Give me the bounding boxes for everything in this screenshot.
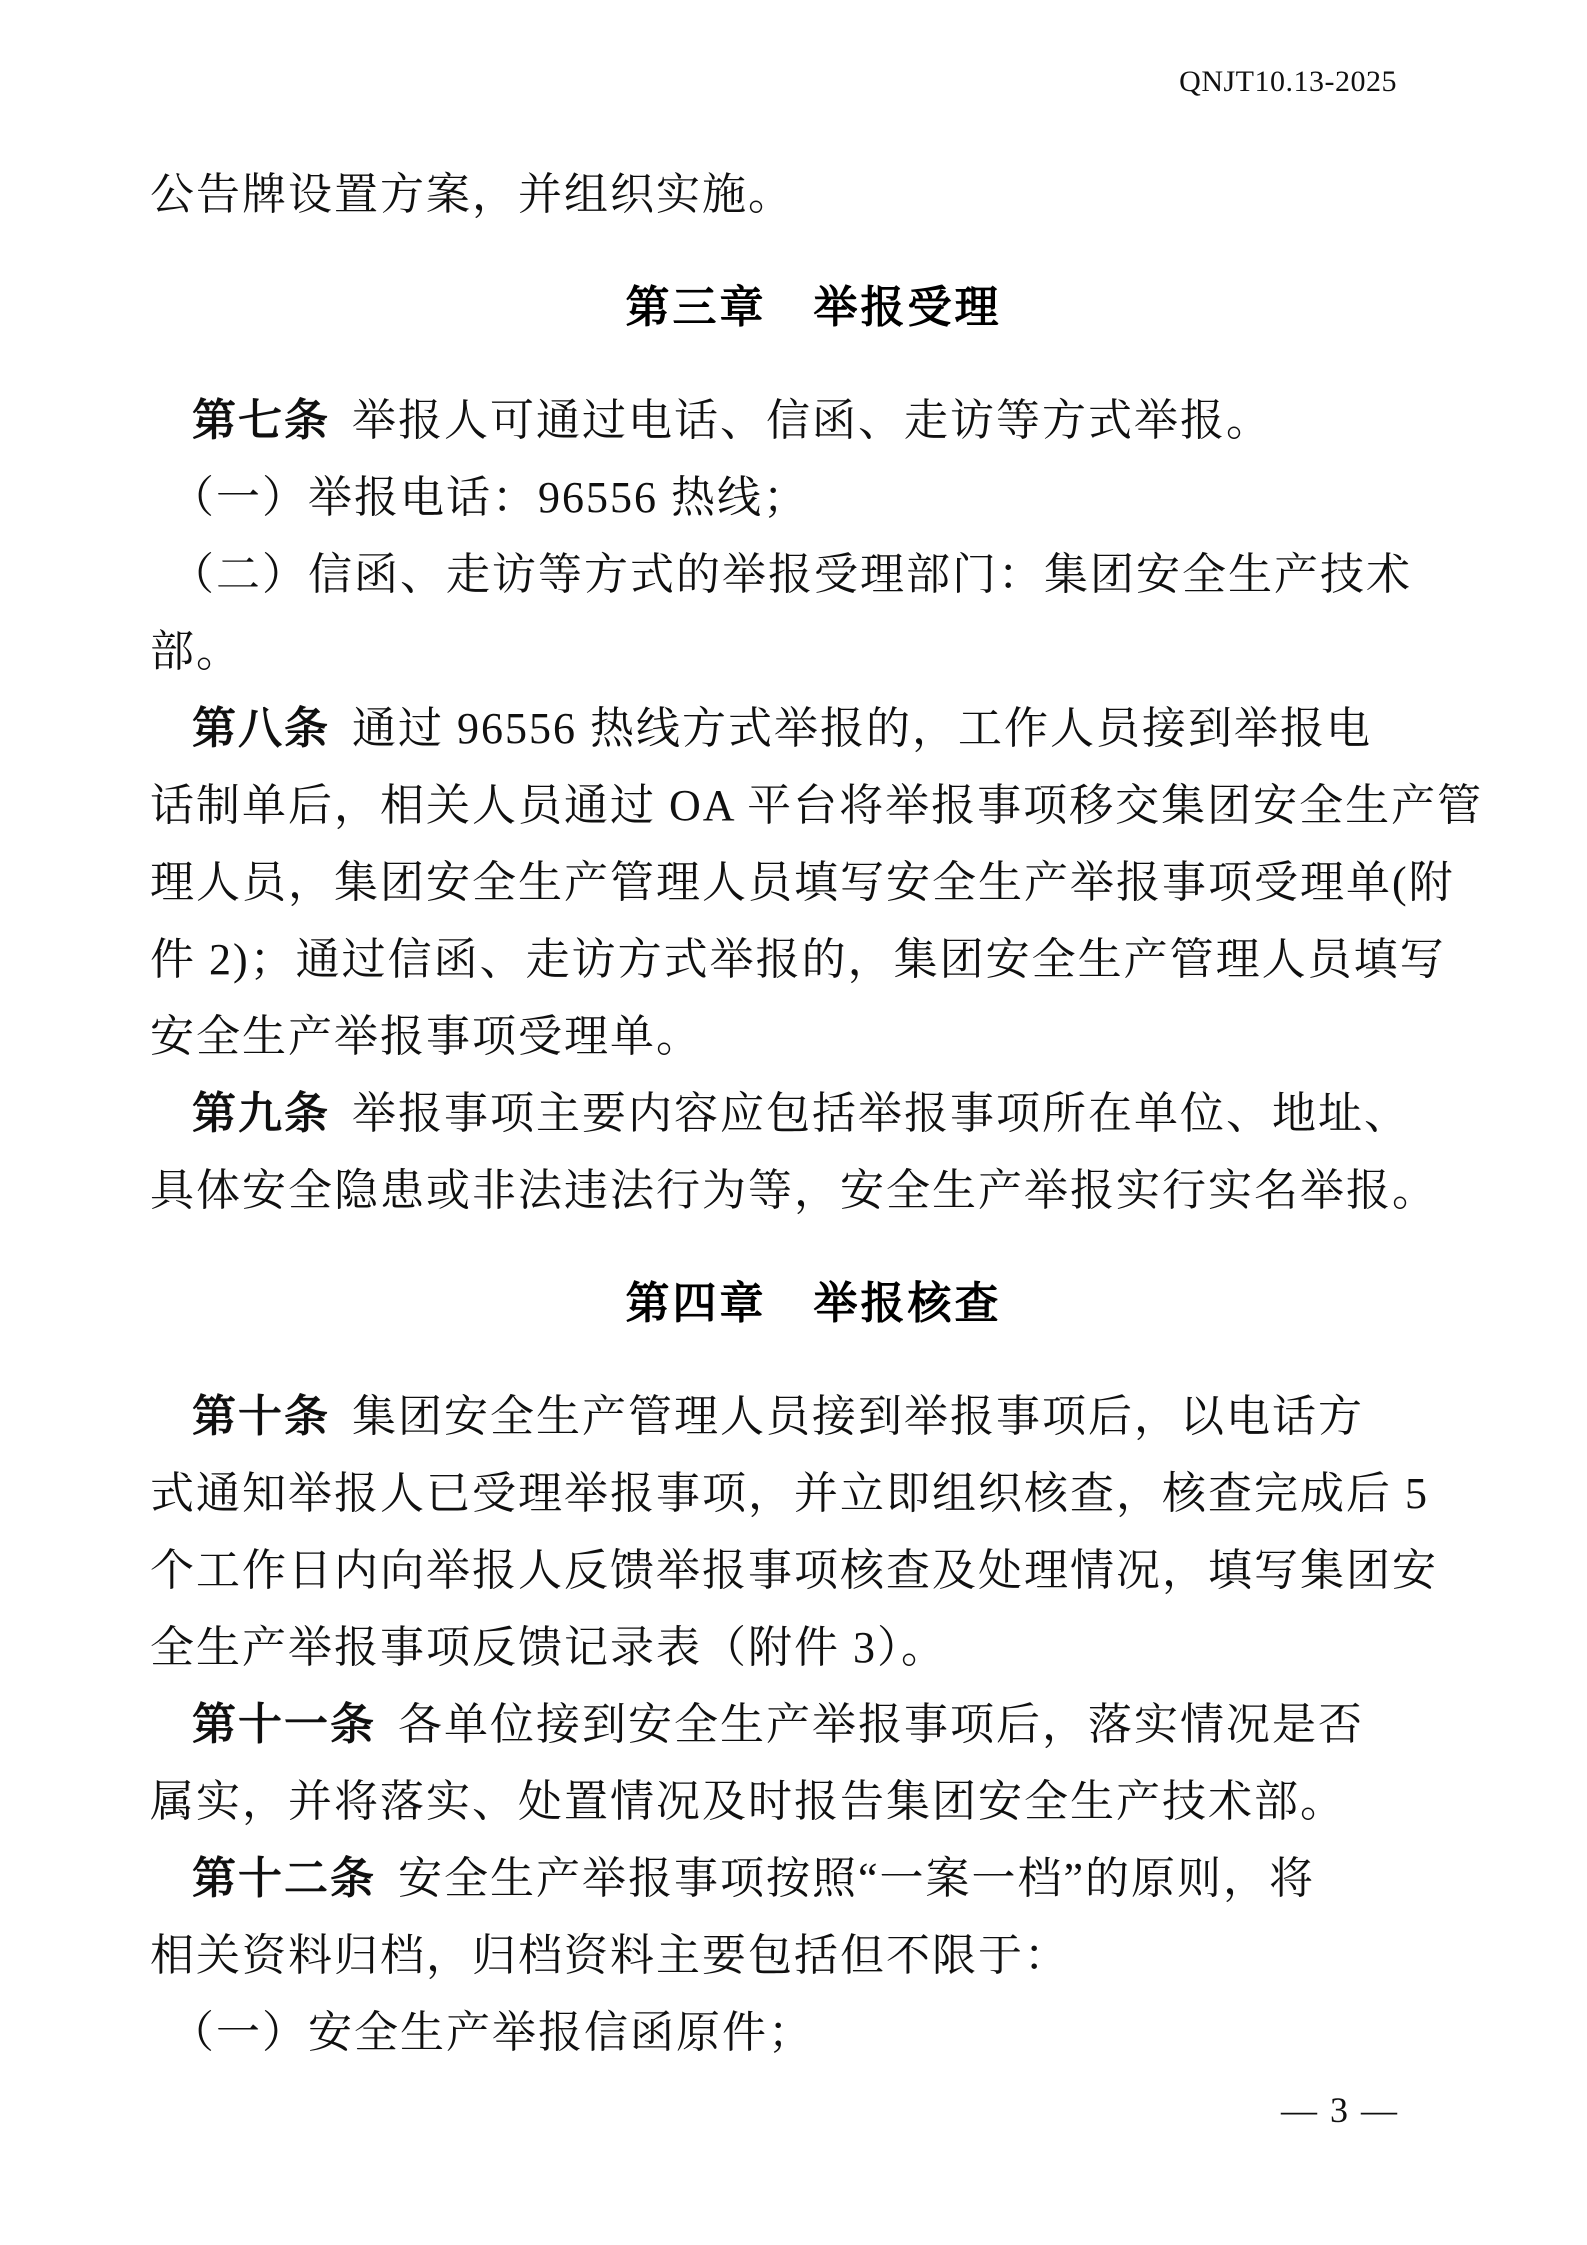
line-text: （二）信函、走访等方式的举报受理部门：集团安全生产技术 bbox=[170, 550, 1412, 599]
article-number: 第九条 bbox=[192, 1089, 330, 1138]
article-number: 第十一条 bbox=[192, 1700, 376, 1749]
line-text: 通过 96556 热线方式举报的，工作人员接到举报电 bbox=[352, 704, 1372, 753]
chapter-heading: 第三章 举报受理 bbox=[625, 283, 1002, 332]
article-number: 第七条 bbox=[192, 396, 330, 445]
document-line bbox=[150, 1075, 1477, 1152]
document-line bbox=[150, 1763, 1477, 1840]
document-line bbox=[150, 1378, 1477, 1455]
line-text: 具体安全隐患或非法违法行为等，安全生产举报实行实名举报。 bbox=[150, 1166, 1438, 1215]
document-line bbox=[150, 156, 1477, 233]
article-number: 第八条 bbox=[192, 704, 330, 753]
document-line bbox=[150, 1994, 1477, 2071]
chapter-heading: 第四章 举报核查 bbox=[625, 1279, 1002, 1328]
line-text: 举报事项主要内容应包括举报事项所在单位、地址、 bbox=[352, 1089, 1410, 1138]
line-text: （一）举报电话：96556 热线； bbox=[170, 473, 809, 522]
line-text: 相关资料归档，归档资料主要包括但不限于： bbox=[150, 1931, 1070, 1980]
line-text: 属实，并将落实、处置情况及时报告集团安全生产技术部。 bbox=[150, 1777, 1346, 1826]
document-line bbox=[150, 1455, 1477, 1532]
document-code: QNJT10.13-2025 bbox=[1179, 65, 1397, 98]
document-line bbox=[150, 1609, 1477, 1686]
line-text: 部。 bbox=[150, 627, 242, 676]
document-line bbox=[150, 921, 1477, 998]
line-text: 各单位接到安全生产举报事项后，落实情况是否 bbox=[398, 1700, 1364, 1749]
document-line bbox=[150, 459, 1477, 536]
page-number: — 3 — bbox=[1281, 2090, 1399, 2130]
line-text: 公告牌设置方案，并组织实施。 bbox=[150, 170, 794, 219]
document-line bbox=[150, 536, 1477, 613]
line-text: 集团安全生产管理人员接到举报事项后，以电话方 bbox=[352, 1392, 1364, 1441]
document-line bbox=[150, 382, 1477, 459]
document-line bbox=[150, 767, 1484, 844]
document-line bbox=[150, 1840, 1477, 1917]
document-line bbox=[150, 690, 1477, 767]
line-text: 件 2)；通过信函、走访方式举报的，集团安全生产管理人员填写 bbox=[150, 935, 1446, 984]
document-body bbox=[150, 156, 1484, 2071]
line-text: 个工作日内向举报人反馈举报事项核查及处理情况，填写集团安 bbox=[150, 1546, 1438, 1595]
document-line bbox=[150, 1532, 1477, 1609]
document-line bbox=[150, 1917, 1477, 1994]
line-text: 安全生产举报事项受理单。 bbox=[150, 1012, 702, 1061]
article-number: 第十条 bbox=[192, 1392, 330, 1441]
document-line bbox=[150, 1152, 1477, 1229]
line-text: （一）安全生产举报信函原件； bbox=[170, 2008, 814, 2057]
document-line bbox=[150, 998, 1477, 1075]
line-text: 理人员，集团安全生产管理人员填写安全生产举报事项受理单(附 bbox=[150, 858, 1455, 907]
article-number: 第十二条 bbox=[192, 1854, 376, 1903]
line-text: 话制单后，相关人员通过 OA 平台将举报事项移交集团安全生产管 bbox=[150, 781, 1484, 830]
document-line bbox=[150, 1686, 1477, 1763]
line-text: 式通知举报人已受理举报事项，并立即组织核查，核查完成后 5 bbox=[150, 1469, 1429, 1518]
line-text: 举报人可通过电话、信函、走访等方式举报。 bbox=[352, 396, 1272, 445]
line-text: 全生产举报事项反馈记录表（附件 3）。 bbox=[150, 1623, 947, 1672]
document-line bbox=[150, 613, 1477, 690]
line-text: 安全生产举报事项按照“一案一档”的原则，将 bbox=[398, 1854, 1316, 1903]
document-line bbox=[150, 844, 1477, 921]
